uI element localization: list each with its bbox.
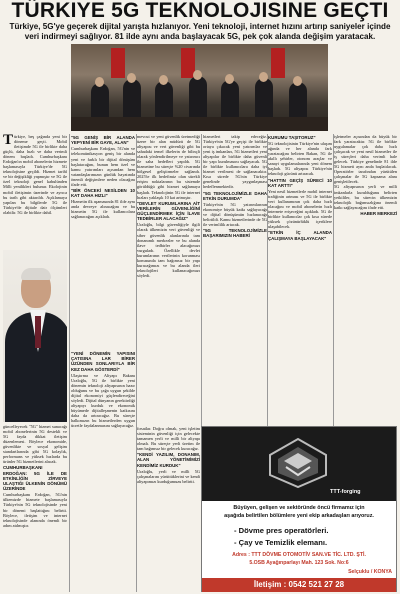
drop-cap: T [3, 134, 14, 148]
ad-position-item: - Dövme pres operatörleri. [234, 525, 329, 537]
section-heading: "ETKİN İÇ ALANDA ÇALIŞMAYA BAŞLAYACAK" [268, 230, 332, 241]
section-heading: "BİR ÖNCEKİ NESİLDEN 10 KAT DAHA HIZLI" [71, 187, 135, 198]
ad-street-address: 5.OSB Ayağınparlayı Mah. 123 Sok. No:6 [249, 560, 349, 566]
article-column-6 [334, 134, 397, 426]
article-column-2b [71, 350, 135, 592]
section-heading: "5G GENİŞ BİR ALANDA YEPYENİ BİR GAYE, ALAN" [71, 135, 135, 146]
ad-brand-name: TTT-forging [330, 489, 361, 495]
body-text: Hizmetin ilk aşamasında 81 ilde aynı anda devreye alınacağını ve bu hizmetin 5G ile kullanıcılara sağlanacağını açıkladı. [71, 199, 135, 220]
section-heading: "DEVLET KURUMLARINA AİT VERİLERİN GÜVENLİĞİNİ GÜÇLENDİRMEK İÇİN İLAVE TEDBİRLER ALACAĞIZ" [137, 200, 200, 222]
article-column-3 [137, 134, 200, 426]
body-text: Ulaştırma ve Altyapı Bakanı Uraloğlu, 5G ile birlikte yeni dönemin teknoloji altyapısının hazır olduğunu ve bu çağa uygun şekilde dijital ekonomiyi güçlendireceğini söyledi. Dijital dünyanın gerektirdiği altyapıyı kurduk ve ekonomik büyümede dijitalleşmenin katkısını daha da artıracağız. Bu süreçte halkımızın bu hizmetlerden uygun ücretle faydalanmasını sağlayacağız. [71, 372, 135, 429]
headline: TÜRKIYE 5G TEKNOLOJISINE GEÇTI [11, 0, 389, 22]
forging-logo-icon [260, 435, 336, 489]
section-heading: "5G TEKNOLOJİMİZLE DAHA ETKİN DURUMDA" [203, 190, 267, 201]
body-text: ürkiye, beş çağında yeni bir döneme geçti. Mobil iletişimde 5G ile birlikte daha güçlü, daha hızlı ve daha verimli dönem başladı. Cumhurbaşkanı Erdoğan'ın mobil abonelerin hizmete başlamasıyla Türkiye'de 5G teknolojisine geçildi. Hizmet tarihî ve bir değişikliği yapmıştır ve 5G ile özel teknoloji genel kabulünden Milli yenilikleri bulunur. Ekolojinin mobil iletişimin üzerinde ve ayrıca bu tarih gibi aktarıldı. Açıklamaya yapılan bu bilgilerde 5G ile Türkiye'de dijitale dair ölçümleri olabilir. 5G ile birlikte dahil. [3, 134, 67, 215]
ad-position-list [234, 525, 329, 549]
erdogan-portrait [3, 250, 67, 422]
section-heading: KURUMU TAŞITORUZ" [268, 135, 316, 140]
subheadline: Türkiye, 5G'ye geçerek dijital yarışta hızlanıyor. Yeni teknoloji, internet hızını artırıp saniyeler içinde veri indirmeyi sağlıyor. 81 ilde aynı anda başlayacak 5G, pek çok alanda değişim yaratacak. [9, 22, 391, 41]
source-credit: HABER MERKEZİ [360, 210, 397, 216]
article-column-5 [268, 134, 332, 426]
body-text: Türkiye'nin 5G yatırımlarının ekonomiye büyük katkı sağlayacağı ve dijital dönüşümün hızlanacağı belirtildi. Kamu hizmetlerinde de 5G ile verimlilik artacak. [203, 201, 267, 228]
body-text: hizmetleri takip edeceğiz. Türkiye'nin 5G'ye geçişi ile birlikte ortaya çıkacak yeni yatırımlar ve yeni iş imkanları, 5G hizmetleri yeni altyapılar ile birlikte daha güvenli bir yapı kurulmasını sağlayacak. 5G ile birlikte kullanıcılara daha iyi hizmet verilmesi de sağlanacaktır. Kısa sürede 5G'nin Türkiye genelinde yaygınlaşması hedeflenmektedir. [203, 134, 267, 190]
article-column-1b [3, 424, 67, 592]
body-text: Yeni nesil hizmetlerle mobil internet trafiğinin artması ve 5G ile birlikte veri kullanımının çok daha hızlı olacağını ve mobil abonelerin hızlı internete erişeceğini açıkladı. 5G ile birlikte kullanıcılar çok kısa sürede yüksek çözünürlüklü içeriklere ulaşabilecek. [268, 188, 332, 230]
section-heading: "YENİ DÖNEMİN YAPISINI ÇATISINA LAR BİRER ÜZÜNDEN SONLARIYLA BİR KEZ DAHA GÖSTERDİ" [71, 351, 135, 372]
body-text: mevcut ve yeni güvenlik üretmediği üzere bir alan müdürü de 5G altyapısı ve veri güvenliği gibi bu sahadaki temel ilkelerin de bilinçli olarak yönlendirilmeye ve yatırımcı ile saha hedefleri yapıldı. 5G hizmetine bu süreçte %20 civarında bölgesel geliştirmeler sağlandı. 2025'te ilk hedefimiz olan sürekli erişim noktalarının bu sistemde görüldüğü gibi hizmet sağlamaya başladı. Teknolojinin 5G ile internet hızları yaklaşık 10 kat artmıştır. [137, 134, 200, 200]
body-text: Uraloğlu, bilgi güvenliğiyle ilgili olarak ülkemizin veri güvenliği ve siber güvenlik alanlarında tam donanımlı merkezler ve bu alanda ilave tedbirler alacağımızı vurguladı. Özellikle devlet kurumlarının verilerinin korunması konusunda tam bağımsız bir yapı kuracağımızı ve bu alanda ileri teknolojileri kullanacağımızı söyledi. [137, 222, 200, 278]
ad-slogan: Büyüyen, gelişen ve sektöründe öncü firmamız için [233, 505, 365, 511]
body-text: Cumhurbaşkanı Erdoğan, 5G'nin ve telekomünikasyon geniş bir alanda yeni ve farklı bir dijital dönüşüm başlatacağını, bunun hem özel ve kamu yatırımları açısından hem vatandaşlarımızın günlük hayatında önemli değişimlere neden olacağını ifade etti. [71, 146, 135, 187]
ad-subline: aşağıda belirtilen bölümlere yeni ekip arkadaşları arıyoruz. [224, 513, 374, 519]
article-column-2 [71, 134, 135, 350]
job-advertisement [201, 426, 397, 592]
ad-position-item: - Çay ve Temizlik elemanı. [234, 537, 329, 549]
article-column-3b [137, 426, 200, 592]
ceremony-photo [71, 44, 328, 131]
body-text: Cumhurbaşkanı Erdoğan, 5G'nin ülkemizde hizmete başlamasıyla Türkiye'nin 5G teknolojisinde yeni bir dönemi başlattığını belirtti. Böylece, iletişim ve internet teknolojisinde alanında önemli bir adım atılmıştır. [3, 492, 67, 528]
body-text: 5G teknolojisinin Türkiye'nin ulaşım ağında ve her alanda fark yaratacağını belirten Bakan, 5G ile akıllı şehirler, otonom araçlar ve sanayi uygulamalarında yeni dönem başladı. 5G altyapısı Türkiye'nin teknoloji gücünü artıracak. [268, 141, 332, 177]
ad-city: Selçuklu / KONYA [348, 569, 392, 575]
body-text: Uraloğlu, yerli ve milli 5G çalışmalarını yürüttüklerini ve kendi altyapımızı kurduğumuzu belirtti. [137, 468, 200, 484]
section-heading: CUMHURBAŞKANI ERDOĞAN: 5G İLE DE ETKİNLİĞİN ZİRVEYE ULAŞTIĞI ÜLKENİN DÖNÜMÜ ÜZERİNDE [3, 465, 67, 492]
ad-header [202, 427, 396, 501]
article-column-4 [203, 134, 267, 426]
section-heading: "KENDİ YAZILIM, DONANIM, ALAN YÖNETİMİMİZİ KENDİMİZ KURDUK" [137, 452, 200, 468]
ad-phone-banner: İletişim : 0542 521 27 28 [202, 578, 396, 592]
ad-company-address: Adres : TTT DÖVME OTOMOTİV SAN.VE TİC. LTD. ŞTİ. [232, 552, 366, 558]
section-heading: "HATTIN GEÇİŞ SÜRECİ 10 KAT ARTTI" [268, 177, 332, 188]
section-heading: "5G TEKNOLOJİMİZLE BAŞARIMIZIN HABERİ [203, 228, 267, 239]
article-column-1 [3, 134, 67, 250]
body-text: fırsatlar. Doğru olmak, yeni işletim sisteminin güvenliği için gelecekte tamamen yerli ve milli bir altyapı olmalı. Bu süreçte yerli üretim ile tam bağımsız bir gelecek kuracağız. [137, 426, 200, 452]
body-text: güncelleyecek "5G" hizmet sunacağı mobil abonelerinin 5G destekli ve 5G fayda dikkat iletişim düzenlemesi. Böylece ekonomide, güvenlikte ve sosyal gelişim standartlarında gibi 5G kolaylık, performans ve yüksek hızlarda bu ürünler 5G hizmetlerini alacak. [3, 424, 67, 465]
body-text: işletmeler açısından da büyük bir fark yaratacaktır. 5G ile birlikte uygulamalar çok daha hızlı çalışacak ve yeni nesil hizmetler ile iş süreçleri daha verimli hale gelecek. Türkiye genelinde 81 ilde 5G hizmeti aynı anda başlatılacak. Operatörler tarafından yürütülen çalışmalar ile 5G kapsama alanı genişletilecek. [334, 134, 397, 185]
body-text: 5G altyapısının yerli ve milli imkanlarla kurulduğunu belirten yetkililer, bu sürecin ülkemizin teknolojik bağımsızlığına önemli katkı sağlayacağını ifade etti. [334, 184, 397, 210]
